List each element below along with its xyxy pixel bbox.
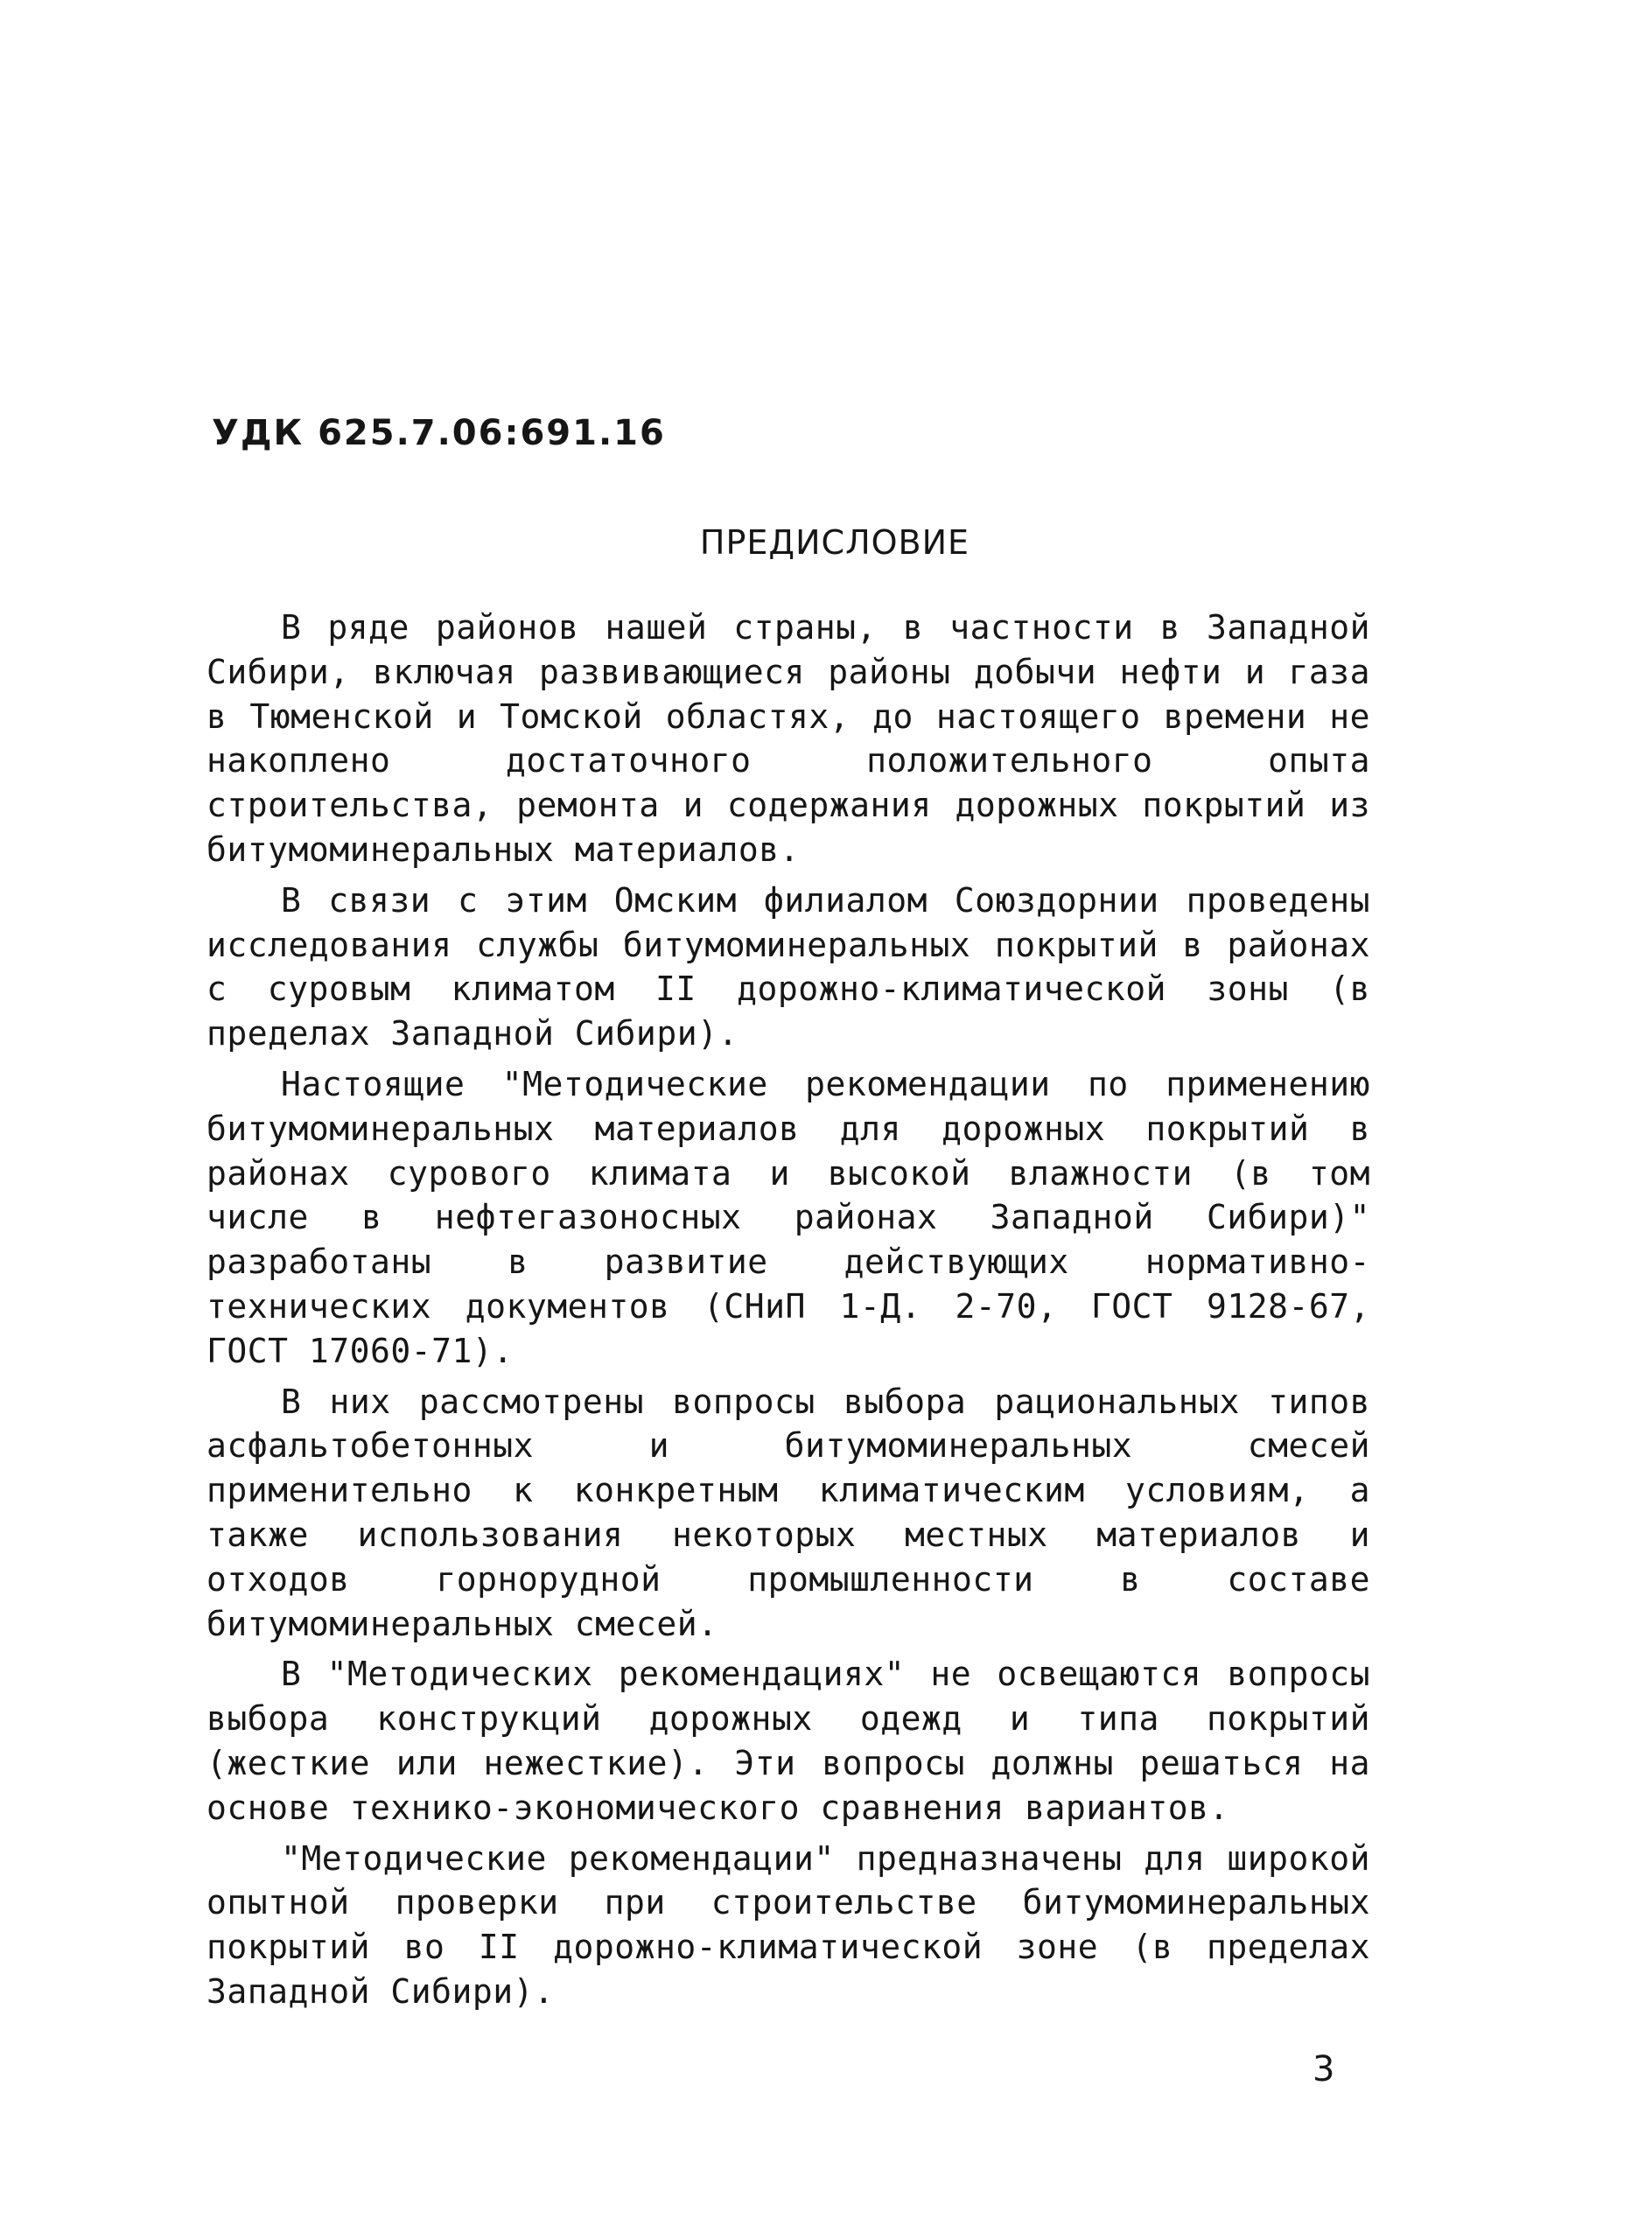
paragraph-5: В "Методических рекомендациях" не освещаются вопросы выбора конструкций дорожных одежд и типа покрытий (жесткие или нежесткие). Эти вопросы должны решаться на основе технико-экономического сравнения вариантов. bbox=[206, 1655, 1370, 1827]
paragraph-4: В них рассмотрены вопросы выбора рациональных типов асфальтобетонных и битумоминеральных смесей применительно к конкретным климатическим условиям, а также использования некоторых местных материалов и отходов горнорудной промышленности в составе битумоминеральных смесей. bbox=[206, 1382, 1370, 1643]
preface-body bbox=[206, 606, 1370, 2020]
udk-code: УДК 625.7.06:691.16 bbox=[212, 413, 666, 453]
paragraph-2: В связи с этим Омским филиалом Союздорнии проведены исследования службы битумоминеральных покрытий в районах с суровым климатом II дорожно-климатической зоны (в пределах Западной Сибири). bbox=[206, 880, 1370, 1054]
paragraph-6: "Методические рекомендации" предназначены для широкой опытной проверки при строительстве битумоминеральных покрытий во II дорожно-климатической зоне (в пределах Западной Сибири). bbox=[206, 1838, 1370, 2011]
page-number: 3 bbox=[1312, 2049, 1335, 2090]
paragraph-1: В ряде районов нашей страны, в частности в Западной Сибири, включая развивающиеся районы добычи нефти и газа в Тюменской и Томской областях, до настоящего времени не накоплено достаточного положительного опыта строительства, ремонта и содержания дорожных покрытий из битумоминеральных материалов. bbox=[206, 608, 1370, 869]
paragraph-3: Настоящие "Методические рекомендации по применению битумоминеральных материалов для дорожных покрытий в районах сурового климата и высокой влажности (в том числе в нефтегазоносных районах Западной Сибири)" разработаны в развитие действующих нормативно-технических документов (СНиП 1-Д. 2-70, ГОСТ 9128-67, ГОСТ 17060-71). bbox=[206, 1064, 1370, 1370]
page-title: ПРЕДИСЛОВИЕ bbox=[699, 523, 970, 562]
